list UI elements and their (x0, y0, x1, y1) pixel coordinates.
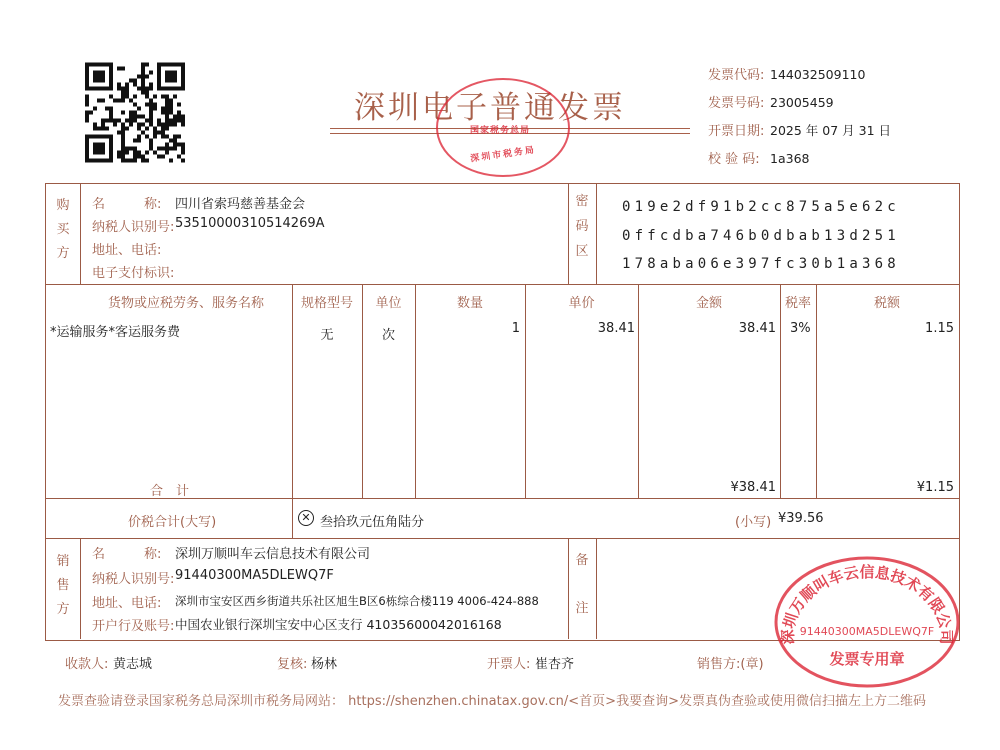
invoice-title: 深圳电子普通发票 (354, 90, 626, 126)
buyer-tax-id: 53510000310514269A (175, 216, 325, 231)
item-tax: 1.15 (925, 321, 954, 336)
payee-label: 收款人: (65, 657, 109, 672)
seller-tax-id: 91440300MA5DLEWQ7F (175, 568, 334, 583)
divider (80, 539, 81, 639)
seller-address-label: 地址、电话: (92, 596, 162, 611)
item-unit: 次 (381, 328, 395, 343)
seller-address: 深圳市宝安区西乡街道共乐社区旭生B区6栋综合楼119 4006-424-888 (175, 594, 539, 608)
divider (780, 285, 781, 498)
invoice-code-value: 144032509110 (770, 67, 866, 82)
divider (568, 539, 569, 639)
seller-stamp-type: 发票专用章 (829, 650, 905, 668)
seller-side-label: 销 售 方 (56, 554, 70, 618)
total-label: 合 计 (150, 484, 190, 499)
grand-total-label: 价税合计(大写) (128, 515, 217, 530)
col-header-unit: 单位 (375, 296, 402, 311)
divider (292, 285, 293, 498)
invoice-date (708, 120, 891, 139)
invoice-code (708, 64, 865, 83)
divider (362, 285, 363, 498)
divider (292, 499, 293, 538)
divider (596, 539, 597, 639)
divider (45, 538, 960, 539)
seller-name: 深圳万顺叫车云信息技术有限公司 (175, 547, 371, 562)
remarks-label: 备 注 (575, 553, 589, 617)
qr-code (85, 60, 185, 165)
seller-invoice-stamp (772, 555, 962, 690)
divider (596, 184, 597, 284)
seller-bank-label: 开户行及账号: (92, 619, 175, 634)
buyer-address-label: 地址、电话: (92, 243, 162, 258)
invoice-date-label: 开票日期: (708, 124, 765, 139)
divider (525, 285, 526, 498)
check-code-label: 校 验 码: (708, 152, 760, 167)
total-amount: ¥38.41 (730, 480, 776, 495)
col-header-qty: 数量 (456, 296, 483, 311)
issuer-label: 开票人: (487, 657, 531, 672)
invoice-number-value: 23005459 (770, 95, 834, 110)
invoice-number (708, 92, 834, 111)
item-amount: 38.41 (738, 321, 776, 336)
buyer-tax-label: 纳税人识别号: (92, 220, 175, 235)
item-qty: 1 (511, 321, 520, 336)
total-tax: ¥1.15 (916, 480, 954, 495)
grand-total-small-label: (小写) (735, 515, 772, 530)
buyer-payment-label: 电子支付标识: (92, 266, 175, 281)
grand-total-small-value: ¥39.56 (778, 511, 824, 526)
check-code-value: 1a368 (770, 151, 810, 166)
password-line: 0ffcdba746b0dbab13d251 (622, 228, 900, 244)
divider (80, 184, 81, 284)
col-header-price: 单价 (568, 296, 595, 311)
password-side-label: 密 码 区 (575, 194, 589, 260)
payee-name: 黄志城 (113, 657, 153, 672)
reviewer-name: 杨林 (311, 657, 338, 672)
item-spec: 无 (320, 328, 334, 343)
seller-tax-label: 纳税人识别号: (92, 572, 175, 587)
buyer-name-label: 名 称: (92, 197, 162, 212)
divider (415, 285, 416, 498)
invoice-date-value: 2025 年 07 月 31 日 (770, 123, 891, 138)
password-line: 178aba06e397fc30b1a368 (622, 256, 900, 272)
check-code (708, 148, 809, 167)
item-name: *运输服务*客运服务费 (50, 325, 181, 340)
divider (45, 284, 960, 285)
buyer-side-label: 购 买 方 (56, 198, 70, 262)
divider (568, 184, 569, 284)
circled-x-icon: ✕ (298, 510, 314, 526)
col-header-amount: 金额 (695, 296, 722, 311)
col-header-name: 货物或应税劳务、服务名称 (107, 296, 264, 311)
col-header-spec: 规格型号 (300, 296, 353, 311)
item-rate: 3% (790, 321, 811, 336)
divider (816, 285, 817, 498)
invoice-code-label: 发票代码: (708, 68, 765, 83)
tax-bureau-stamp-line2: 深圳市税务局 (469, 145, 537, 165)
item-price: 38.41 (597, 321, 635, 336)
seller-name-label: 名 称: (92, 547, 162, 562)
col-header-tax: 税额 (873, 296, 900, 311)
password-line: 019e2df91b2cc875a5e62c (622, 199, 900, 215)
seller-bank: 中国农业银行深圳宝安中心区支行 41035600042016168 (175, 617, 502, 632)
col-header-rate: 税率 (784, 296, 811, 311)
invoice-number-label: 发票号码: (708, 96, 765, 111)
buyer-name: 四川省索玛慈善基金会 (175, 197, 306, 212)
divider (638, 285, 639, 498)
grand-total-words: 叁拾玖元伍角陆分 (320, 515, 425, 530)
seller-seal-label: 销售方:(章) (697, 657, 764, 672)
reviewer-label: 复核: (277, 657, 308, 672)
verification-note: 发票查验请登录国家税务总局深圳市税务局网站： https://shenzhen.chinatax.gov.cn/<首页>我要查询>发票真伪查验或使用微信扫描左上方二维码 (58, 694, 926, 709)
issuer-name: 崔杏齐 (535, 657, 575, 672)
seller-stamp-id: 91440300MA5DLEWQ7F (799, 625, 935, 638)
tax-bureau-stamp-line1: 国家税务总局 (470, 126, 531, 136)
seller-stamp-ring-text: 深圳万顺叫车云信息技术有限公司 (778, 563, 956, 645)
